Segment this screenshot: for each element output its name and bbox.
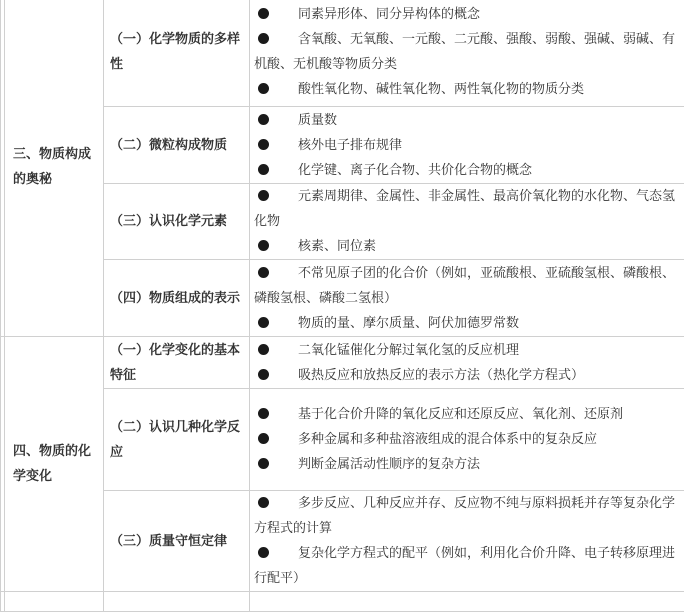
topic-title	[104, 337, 250, 389]
bullet-icon	[258, 164, 269, 175]
list-item: 同素异形体、同分异构体的概念	[254, 2, 679, 27]
bullet-icon	[258, 497, 269, 508]
topic-title-text: （二）微粒构成物质	[110, 133, 245, 158]
topic-title-text: （三）认识化学元素	[110, 209, 245, 234]
section-title	[5, 592, 104, 612]
topic-title-text: （三）质量守恒定律	[110, 529, 245, 554]
bullet-icon	[258, 433, 269, 444]
topic-title	[104, 260, 250, 337]
topic-items	[250, 592, 684, 612]
topic-title-text: （二）认识几种化学反应	[110, 415, 245, 465]
list-item: 核外电子排布规律	[254, 133, 679, 158]
list-item: 二氧化锰催化分解过氧化氢的反应机理	[254, 338, 679, 363]
bullet-icon	[258, 317, 269, 328]
topic-items	[250, 184, 684, 260]
list-item: 多步反应、几种反应并存、反应物不纯与原料损耗并存等复杂化学方程式的计算	[254, 491, 679, 541]
table-row	[1, 107, 684, 184]
topic-title-text: （一）化学变化的基本特征	[110, 338, 245, 388]
topic-title	[104, 491, 250, 592]
bullet-icon	[258, 190, 269, 201]
list-item: 吸热反应和放热反应的表示方法（热化学方程式）	[254, 363, 679, 388]
bullet-icon	[258, 114, 269, 125]
list-item: 物质的量、摩尔质量、阿伏加德罗常数	[254, 311, 679, 336]
topic-title-text: （一）化学物质的多样性	[110, 27, 245, 77]
bullet-icon	[258, 547, 269, 558]
topic-items	[250, 491, 684, 592]
bullet-icon	[258, 240, 269, 251]
table-row	[1, 184, 684, 260]
table-row	[1, 337, 684, 389]
topic-items	[250, 107, 684, 184]
list-item: 化学键、离子化合物、共价化合物的概念	[254, 158, 679, 183]
topic-title	[104, 592, 250, 612]
bullet-icon	[258, 139, 269, 150]
table-row	[1, 491, 684, 592]
table-row	[1, 0, 684, 107]
topic-items	[250, 337, 684, 389]
list-item: 基于化合价升降的氧化反应和还原反应、氧化剂、还原剂	[254, 402, 679, 427]
list-item: 判断金属活动性顺序的复杂方法	[254, 452, 679, 477]
bullet-icon	[258, 344, 269, 355]
section-title-text: 三、物质构成的奥秘	[13, 142, 93, 192]
section-title	[5, 337, 104, 592]
table-row	[1, 389, 684, 491]
table-row	[1, 260, 684, 337]
list-item: 不常见原子团的化合价（例如，亚硫酸根、亚硫酸氢根、磷酸根、磷酸氢根、磷酸二氢根）	[254, 261, 679, 311]
topic-title	[104, 0, 250, 107]
topic-title	[104, 389, 250, 491]
topic-title	[104, 107, 250, 184]
bullet-icon	[258, 8, 269, 19]
list-item: 复杂化学方程式的配平（例如，利用化合价升降、电子转移原理进行配平）	[254, 541, 679, 591]
bullet-icon	[258, 408, 269, 419]
table-row	[1, 592, 684, 612]
bullet-icon	[258, 267, 269, 278]
topic-items	[250, 260, 684, 337]
bullet-icon	[258, 83, 269, 94]
section-title-text: 四、物质的化学变化	[13, 439, 93, 489]
section-title	[5, 0, 104, 337]
bullet-icon	[258, 369, 269, 380]
topic-items	[250, 389, 684, 491]
list-item: 质量数	[254, 108, 679, 133]
topic-title-text: （四）物质组成的表示	[110, 286, 245, 311]
list-item: 含氧酸、无氧酸、一元酸、二元酸、强酸、弱酸、强碱、弱碱、有机酸、无机酸等物质分类	[254, 27, 679, 77]
topic-items	[250, 0, 684, 107]
topic-title	[104, 184, 250, 260]
bullet-icon	[258, 33, 269, 44]
bullet-icon	[258, 458, 269, 469]
list-item: 核素、同位素	[254, 234, 679, 259]
list-item: 元素周期律、金属性、非金属性、最高价氧化物的水化物、气态氢化物	[254, 184, 679, 234]
list-item: 多种金属和多种盐溶液组成的混合体系中的复杂反应	[254, 427, 679, 452]
list-item: 酸性氧化物、碱性氧化物、两性氧化物的物质分类	[254, 77, 679, 102]
